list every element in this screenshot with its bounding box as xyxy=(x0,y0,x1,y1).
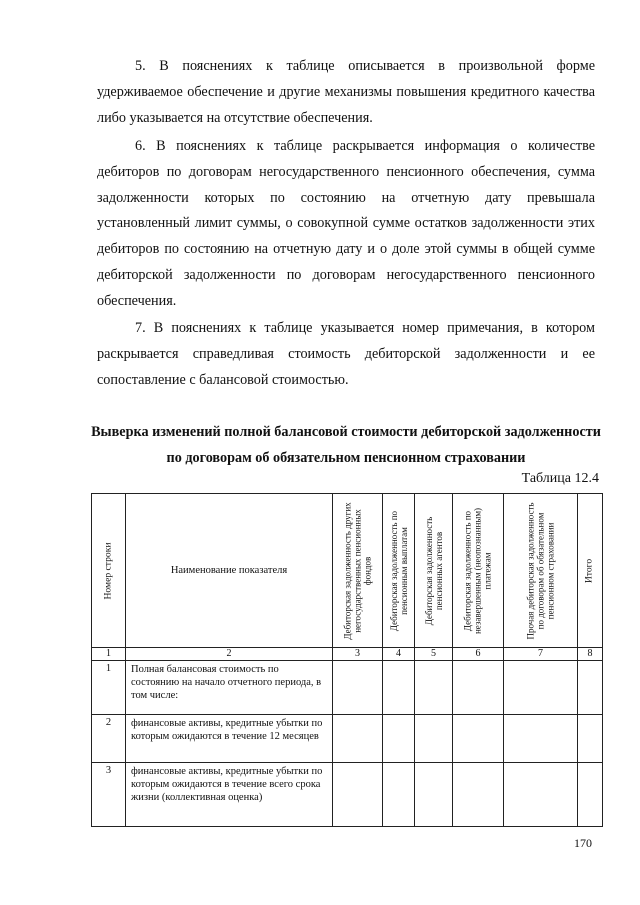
empty-cell xyxy=(333,661,383,715)
row-indicator-name: финансовые активы, кредитные убытки по которым ожидаются в течение 12 месяцев xyxy=(126,715,333,763)
row-number: 2 xyxy=(92,715,126,763)
reconciliation-table xyxy=(91,493,603,827)
empty-cell xyxy=(453,715,504,763)
empty-cell xyxy=(578,763,603,827)
empty-cell xyxy=(333,715,383,763)
empty-cell xyxy=(383,763,415,827)
column-number: 8 xyxy=(578,648,603,661)
empty-cell xyxy=(504,715,578,763)
header-cell-unfinished-payments xyxy=(453,494,504,648)
column-number: 5 xyxy=(415,648,453,661)
header-cell-other-receivables xyxy=(504,494,578,648)
table-row xyxy=(92,715,603,763)
empty-cell xyxy=(453,763,504,827)
column-number: 1 xyxy=(92,648,126,661)
table-heading: Выверка изменений полной балансовой стоимости дебиторской задолженности по договорам об обязательном пенсионном страховании xyxy=(91,424,601,466)
header-cell-pension-payments xyxy=(383,494,415,648)
header-label: Дебиторская задолженность пенсионных агентов xyxy=(423,516,444,625)
header-cell-row-number xyxy=(92,494,126,648)
row-number: 3 xyxy=(92,763,126,827)
table-row xyxy=(92,763,603,827)
empty-cell xyxy=(504,661,578,715)
header-label: Номер строки xyxy=(102,541,114,600)
empty-cell xyxy=(415,715,453,763)
empty-cell xyxy=(504,763,578,827)
column-number: 6 xyxy=(453,648,504,661)
table-label: Таблица 12.4 xyxy=(521,471,599,486)
column-number: 2 xyxy=(126,648,333,661)
table-row xyxy=(92,661,603,715)
empty-cell xyxy=(383,661,415,715)
paragraph-5: 5. В пояснениях к таблице описывается в произвольной форме удерживаемое обеспечение и другие механизмы повышения кредитного качества либо указывается на отсутствие обеспечения. xyxy=(97,58,595,126)
paragraph-7: 7. В пояснениях к таблице указывается номер примечания, в котором раскрывается справедливая стоимость дебиторской задолженности и ее сопоставление с балансовой стоимостью. xyxy=(97,320,595,388)
header-cell-indicator-name: Наименование показателя xyxy=(126,494,333,648)
header-cell-total xyxy=(578,494,603,648)
header-label: Прочая дебиторская задолженность по договорам об обязательном пенсионном страховании xyxy=(525,501,556,640)
empty-cell xyxy=(453,661,504,715)
page-number: 170 xyxy=(574,836,592,850)
header-label: Дебиторская задолженность по незавершенным (неопознанным) платежам xyxy=(462,507,494,634)
empty-cell xyxy=(415,763,453,827)
header-label: Итого xyxy=(583,558,595,583)
column-number-row xyxy=(92,648,603,661)
empty-cell xyxy=(578,661,603,715)
column-number: 4 xyxy=(383,648,415,661)
header-cell-other-npf xyxy=(333,494,383,648)
row-indicator-name: финансовые активы, кредитные убытки по которым ожидаются в течение всего срока жизни (коллективная оценка) xyxy=(126,763,333,827)
empty-cell xyxy=(415,661,453,715)
empty-cell xyxy=(333,763,383,827)
header-cell-pension-agents xyxy=(415,494,453,648)
row-number: 1 xyxy=(92,661,126,715)
table-header-row xyxy=(92,494,603,648)
header-label: Дебиторская задолженность других негосударственных пенсионных фондов xyxy=(342,501,373,640)
column-number: 3 xyxy=(333,648,383,661)
column-number: 7 xyxy=(504,648,578,661)
empty-cell xyxy=(578,715,603,763)
row-indicator-name: Полная балансовая стоимость по состоянию на начало отчетного периода, в том числе: xyxy=(126,661,333,715)
empty-cell xyxy=(383,715,415,763)
header-label: Дебиторская задолженность по пенсионным выплатам xyxy=(388,510,409,631)
paragraph-6: 6. В пояснениях к таблице раскрывается информация о количестве дебиторов по договорам негосударственного пенсионного обеспечения, сумма задолженности которых по состоянию на отчетную дату превышала установленный лимит суммы, о совокупной сумме остатков задолженности этих дебиторов по состоянию на отчетную дату и о доле этой суммы в общей сумме дебиторской задолженности по договорам негосударственного пенсионного обеспечения. xyxy=(97,138,595,309)
